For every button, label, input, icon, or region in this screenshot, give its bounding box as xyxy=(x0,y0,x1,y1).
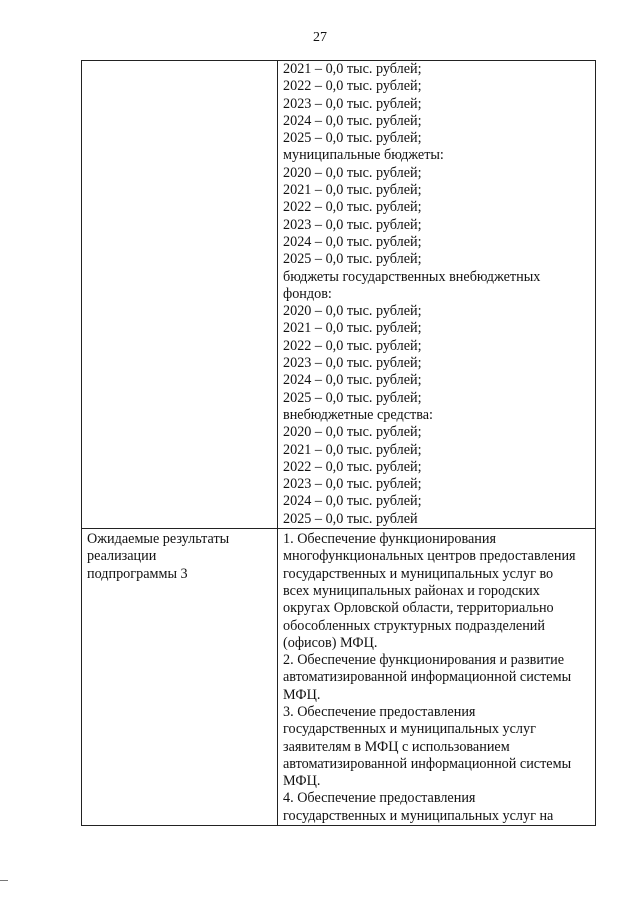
funding-line: 2021 – 0,0 тыс. рублей; xyxy=(283,441,422,458)
result-line: 3. Обеспечение предоставления xyxy=(283,703,476,720)
funding-line: 2024 – 0,0 тыс. рублей; xyxy=(283,112,422,129)
result-line: (офисов) МФЦ. xyxy=(283,634,378,651)
result-line: округах Орловской области, территориально xyxy=(283,600,554,617)
funding-line: 2022 – 0,0 тыс. рублей; xyxy=(283,199,422,216)
result-line: автоматизированной информационной системы xyxy=(283,755,572,772)
funding-line: 2022 – 0,0 тыс. рублей; xyxy=(283,78,422,95)
result-line: 1. Обеспечение функционирования xyxy=(283,531,496,548)
funding-line: 2023 – 0,0 тыс. рублей; xyxy=(283,476,422,493)
scan-edge-mark xyxy=(0,880,8,881)
funding-line: 2025 – 0,0 тыс. рублей xyxy=(283,510,418,527)
funding-line: 2020 – 0,0 тыс. рублей; xyxy=(283,164,422,181)
result-line: обособленных структурных подразделений xyxy=(283,617,545,634)
result-line: 4. Обеспечение предоставления xyxy=(283,790,476,807)
funding-line: 2020 – 0,0 тыс. рублей; xyxy=(283,303,422,320)
program-table xyxy=(81,60,596,826)
table-row-funding xyxy=(82,61,596,529)
result-line: 2. Обеспечение функционирования и развитие xyxy=(283,652,565,669)
result-line: многофункциональных центров предоставления xyxy=(283,548,576,565)
funding-line: 2022 – 0,0 тыс. рублей; xyxy=(283,458,422,475)
result-line: государственных и муниципальных услуг во xyxy=(283,565,554,582)
page-number: 27 xyxy=(313,30,327,45)
funding-line: 2023 – 0,0 тыс. рублей; xyxy=(283,355,422,372)
funding-line: 2025 – 0,0 тыс. рублей; xyxy=(283,389,422,406)
table-row-expected-results xyxy=(82,529,596,826)
funding-line: 2021 – 0,0 тыс. рублей; xyxy=(283,320,422,337)
funding-line: фондов: xyxy=(283,285,332,302)
funding-line: 2024 – 0,0 тыс. рублей; xyxy=(283,372,422,389)
funding-line: 2022 – 0,0 тыс. рублей; xyxy=(283,337,422,354)
funding-line: 2024 – 0,0 тыс. рублей; xyxy=(283,493,422,510)
result-line: государственных и муниципальных услуг xyxy=(283,721,536,738)
funding-line: 2024 – 0,0 тыс. рублей; xyxy=(283,233,422,250)
funding-line: 2025 – 0,0 тыс. рублей; xyxy=(283,130,422,147)
funding-line: 2021 – 0,0 тыс. рублей; xyxy=(283,182,422,199)
row-label-line: реализации xyxy=(87,548,157,565)
row-label-line: подпрограммы 3 xyxy=(87,565,188,582)
result-line: МФЦ. xyxy=(283,686,321,703)
result-line: МФЦ. xyxy=(283,773,321,790)
funding-line: внебюджетные средства: xyxy=(283,406,433,423)
row2-results-cell xyxy=(278,529,596,826)
result-line: всех муниципальных районах и городских xyxy=(283,582,540,599)
result-line: государственных и муниципальных услуг на xyxy=(283,807,554,824)
row1-funding-cell xyxy=(278,61,596,529)
funding-line: 2023 – 0,0 тыс. рублей; xyxy=(283,216,422,233)
funding-line: 2023 – 0,0 тыс. рублей; xyxy=(283,95,422,112)
row1-label-cell xyxy=(82,61,278,529)
funding-line: бюджеты государственных внебюджетных xyxy=(283,268,541,285)
row-label-line: Ожидаемые результаты xyxy=(87,531,230,548)
result-line: заявителям в МФЦ с использованием xyxy=(283,738,510,755)
result-line: автоматизированной информационной системы xyxy=(283,669,572,686)
funding-line: 2021 – 0,0 тыс. рублей; xyxy=(283,61,422,77)
row2-label-cell xyxy=(82,529,278,826)
funding-line: 2025 – 0,0 тыс. рублей; xyxy=(283,251,422,268)
funding-line: муниципальные бюджеты: xyxy=(283,147,444,164)
funding-line: 2020 – 0,0 тыс. рублей; xyxy=(283,424,422,441)
